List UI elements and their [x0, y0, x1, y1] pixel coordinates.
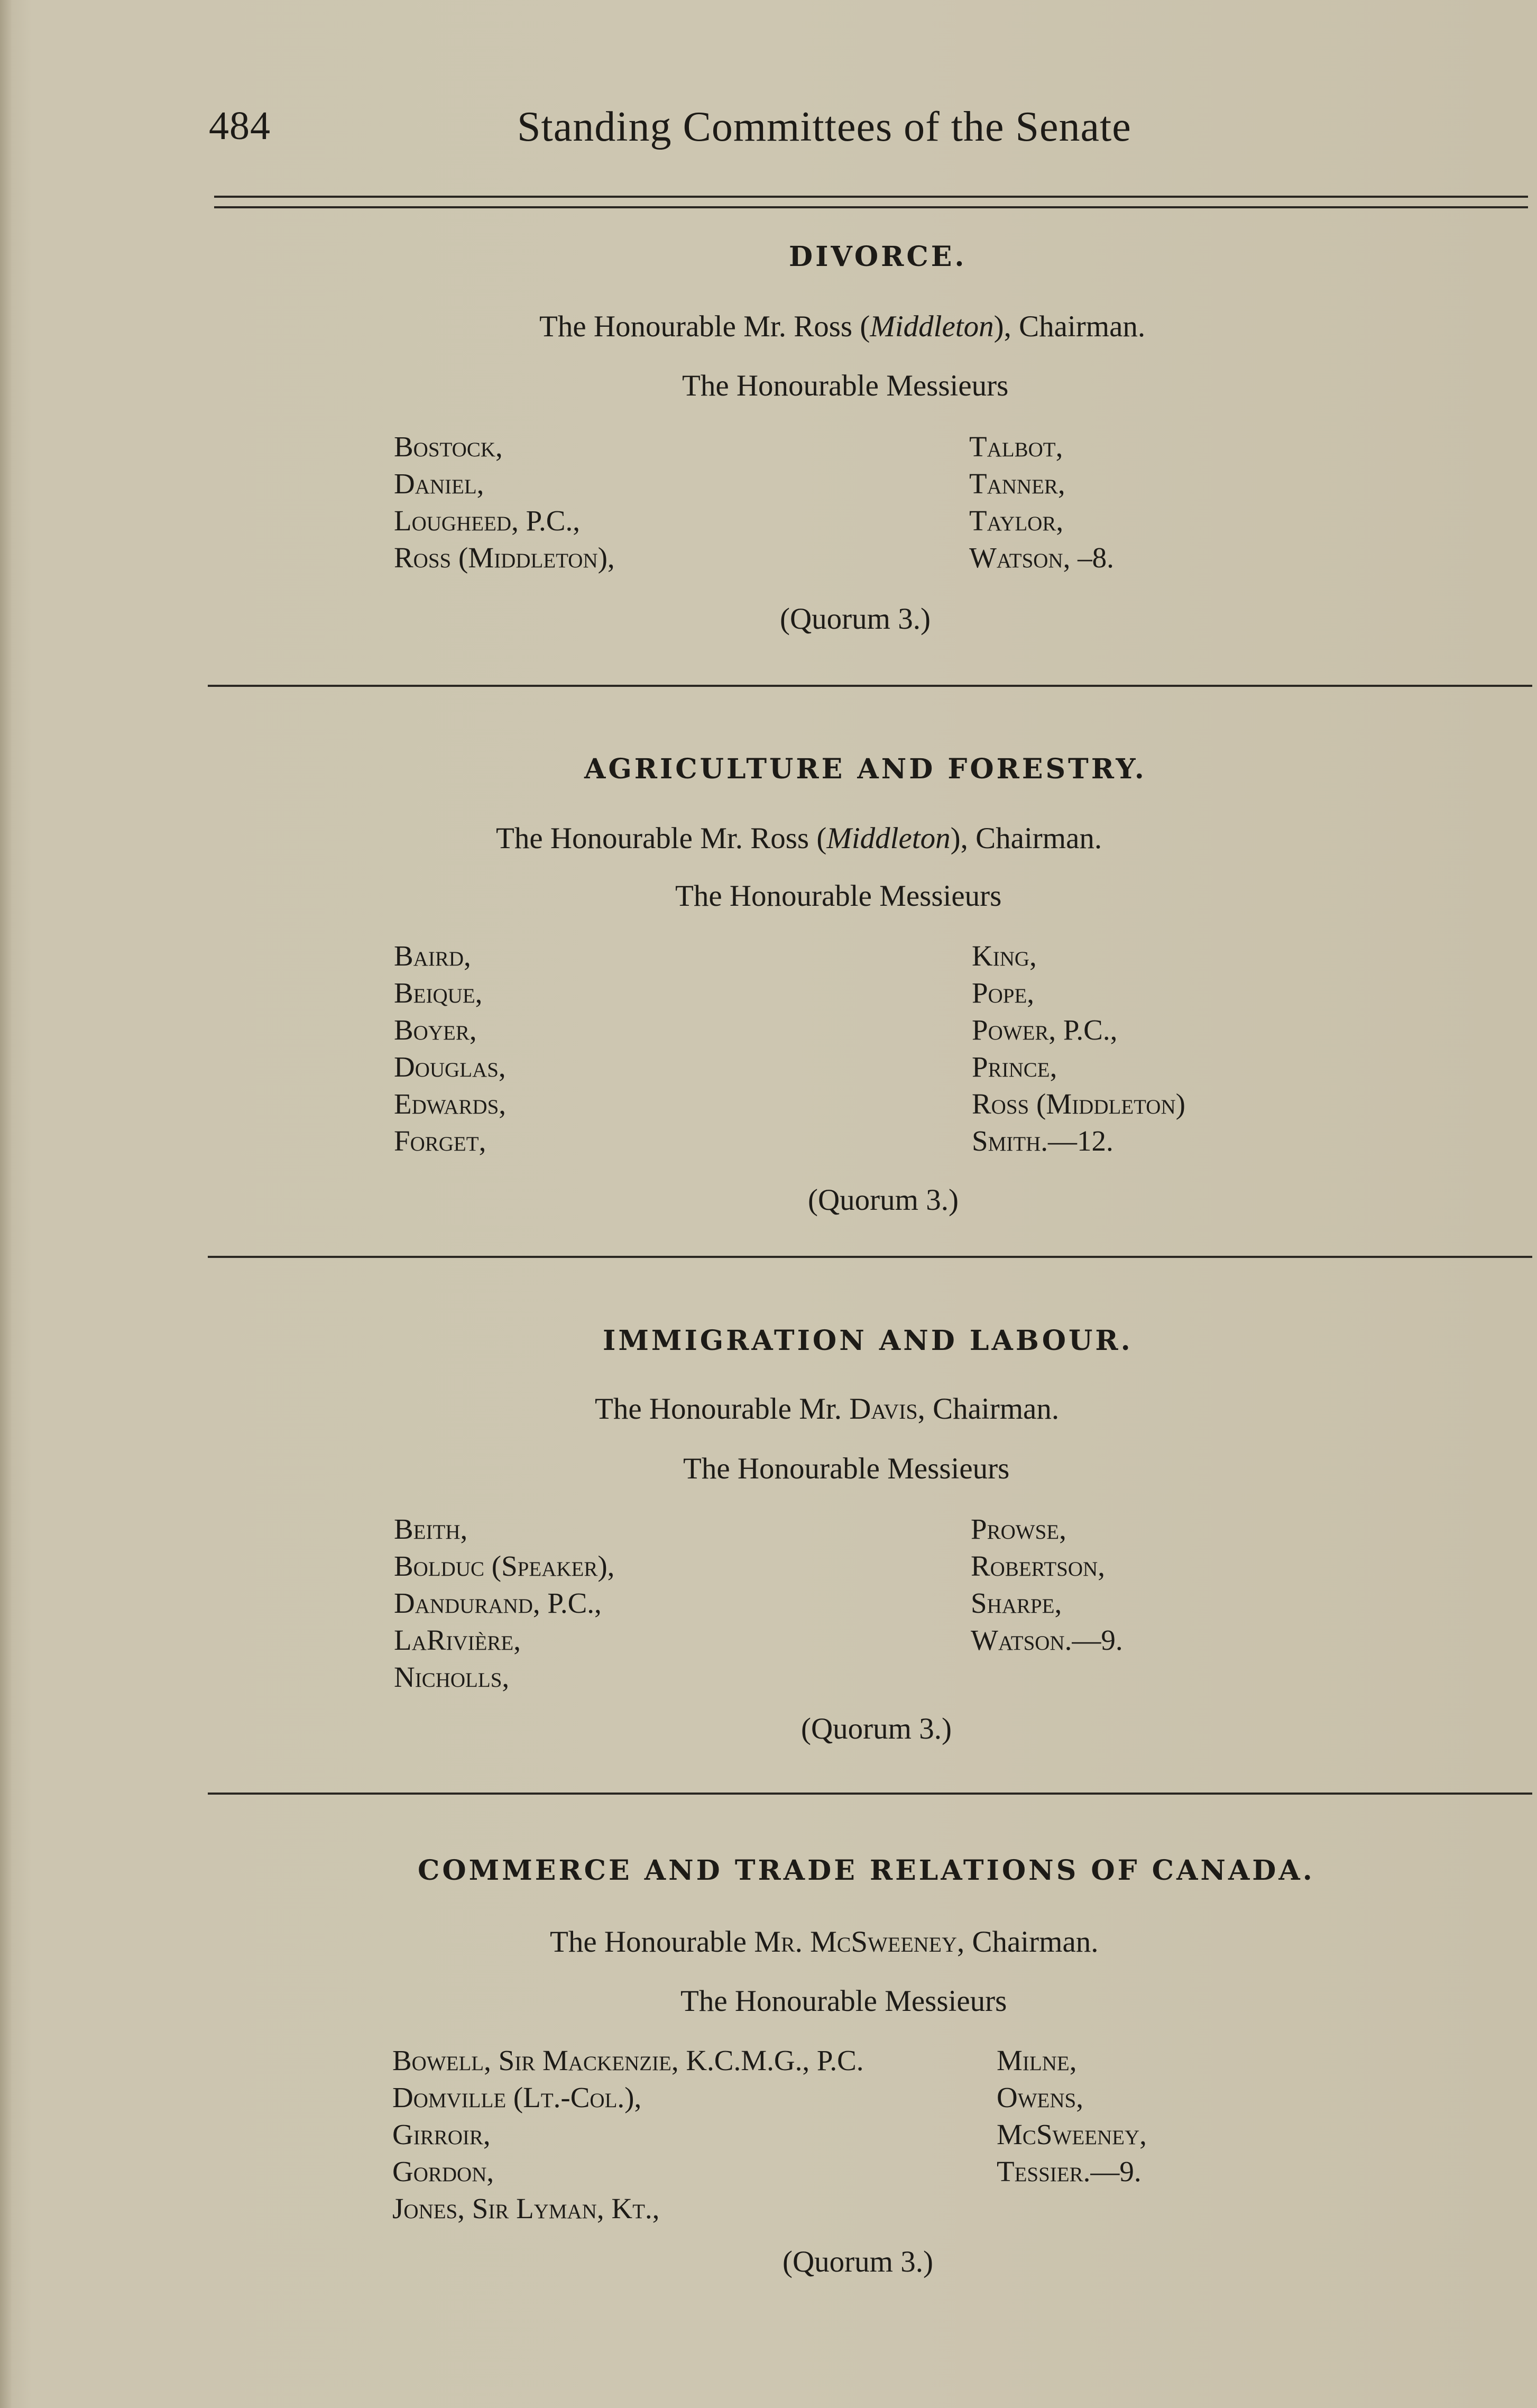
member-name: Girroir, [392, 2118, 491, 2150]
member-name: Bostock, [394, 430, 503, 463]
section-rule [208, 685, 1532, 687]
member-name: Lougheed, P.C., [394, 504, 580, 537]
member-name: Tessier.—9. [997, 2155, 1142, 2188]
members-right [997, 2042, 1147, 2190]
member-name: Owens, [997, 2081, 1083, 2113]
chairman-line [595, 1392, 1059, 1426]
committee-title: IMMIGRATION AND LABOUR. [603, 1325, 1133, 1357]
chairman-text: The Honourable [550, 1925, 754, 1959]
member-name: Nicholls, [394, 1661, 510, 1693]
member-name: Sharpe, [971, 1587, 1062, 1619]
members-left [392, 2042, 864, 2227]
member-name: Domville (Lt.-Col.), [392, 2081, 642, 2113]
chairman-name: Davis [849, 1392, 918, 1426]
member-name: Watson.—9. [971, 1624, 1123, 1656]
members-right [971, 1511, 1123, 1659]
chairman-suffix: , Chairman. [917, 1392, 1060, 1426]
member-name: Ross (Middleton) [972, 1088, 1185, 1120]
member-name: Jones, Sir Lyman, Kt., [392, 2192, 660, 2225]
quorum-note: (Quorum 3.) [808, 1183, 959, 1217]
chairman-text: The Honourable Mr. Ross ( [539, 310, 870, 343]
section-rule [208, 1256, 1532, 1258]
member-name: Robertson, [971, 1550, 1105, 1582]
member-name: Forget, [394, 1125, 486, 1157]
member-name: Dandurand, P.C., [394, 1587, 602, 1619]
chairman-line [550, 1925, 1099, 1959]
member-name: Power, P.C., [972, 1014, 1118, 1046]
member-name: Boyer, [394, 1014, 477, 1046]
member-name: Milne, [997, 2044, 1077, 2076]
member-name: LaRivière, [394, 1624, 521, 1656]
chairman-text: The Honourable Mr. Ross ( [496, 822, 827, 855]
members-left [394, 1511, 614, 1696]
messieurs-heading: The Honourable Messieurs [680, 1984, 1007, 2018]
chairman-italic: Middleton [870, 310, 994, 343]
page-gutter [0, 0, 12, 2408]
member-name: Watson, –8. [969, 541, 1114, 574]
messieurs-heading: The Honourable Messieurs [682, 369, 1009, 402]
messieurs-heading: The Honourable Messieurs [675, 879, 1002, 913]
members-right [972, 938, 1185, 1160]
quorum-note: (Quorum 3.) [783, 2245, 933, 2278]
members-left [394, 428, 615, 576]
member-name: Douglas, [394, 1051, 506, 1083]
member-name: Prowse, [971, 1513, 1066, 1545]
member-name: Taylor, [969, 504, 1064, 537]
member-name: Ross (Middleton), [394, 541, 615, 574]
chairman-name: Mr. McSweeney [754, 1925, 957, 1959]
member-name: Daniel, [394, 467, 484, 500]
quorum-note: (Quorum 3.) [801, 1712, 952, 1745]
quorum-note: (Quorum 3.) [780, 602, 931, 636]
page-header [209, 103, 1319, 161]
chairman-suffix: ), Chairman. [993, 310, 1146, 343]
messieurs-heading: The Honourable Messieurs [683, 1452, 1010, 1485]
member-name: Prince, [972, 1051, 1057, 1083]
member-name: McSweeney, [997, 2118, 1147, 2150]
member-name: Beique, [394, 977, 483, 1009]
committee-title: DIVORCE. [789, 241, 967, 273]
members-right [969, 428, 1114, 576]
member-name: Baird, [394, 940, 471, 972]
committee-title: AGRICULTURE AND FORESTRY. [584, 753, 1147, 785]
running-head: Standing Committees of the Senate [517, 104, 1131, 150]
chairman-italic: Middleton [826, 822, 951, 855]
member-name: King, [972, 940, 1037, 972]
chairman-line [496, 821, 1102, 856]
member-name: Edwards, [394, 1088, 507, 1120]
member-name: Pope, [972, 977, 1035, 1009]
committee-title: COMMERCE AND TRADE RELATIONS OF CANADA. [418, 1854, 1315, 1887]
member-name: Beith, [394, 1513, 468, 1545]
section-rule [208, 1793, 1532, 1795]
chairman-line [539, 309, 1145, 344]
chairman-suffix: ), Chairman. [950, 822, 1102, 855]
member-name: Gordon, [392, 2155, 494, 2188]
chairman-suffix: , Chairman. [956, 1925, 1099, 1959]
member-name: Tanner, [969, 467, 1065, 500]
chairman-text: The Honourable Mr. [595, 1392, 850, 1426]
member-name: Smith.—12. [972, 1125, 1113, 1157]
header-double-rule [214, 196, 1528, 208]
members-left [394, 938, 506, 1160]
member-name: Talbot, [969, 430, 1063, 463]
member-name: Bowell, Sir Mackenzie, K.C.M.G., P.C. [392, 2044, 864, 2076]
page-number: 484 [209, 104, 271, 148]
member-name: Bolduc (Speaker), [394, 1550, 615, 1582]
